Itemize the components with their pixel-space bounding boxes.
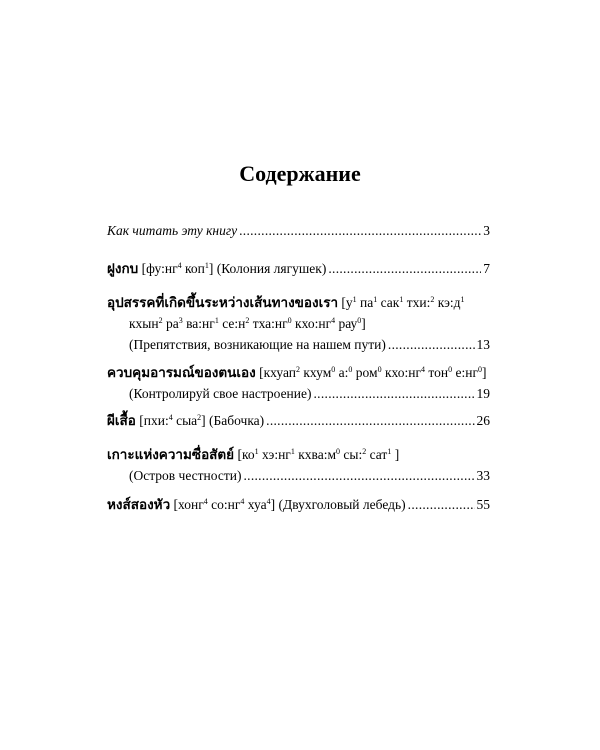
- transliteration: кхын$^2$ $ра^3$ $ва:нг^1$ $се:н^2$ $тха:нг^0$ $кхо:нг^4$ рау$^0$]: [129, 316, 366, 331]
- toc-line: [107, 444, 490, 465]
- thai-title: หงส์สองหัว: [107, 497, 171, 512]
- page-number: 26: [476, 413, 490, 428]
- toc-line: [107, 292, 490, 313]
- dot-leader: [328, 258, 481, 279]
- russian-title: (Двухголовый лебедь): [278, 497, 406, 512]
- toc-line: [107, 258, 490, 279]
- transliteration: [$фу:нг^4$ коп$^1$]: [141, 261, 214, 276]
- transliteration: [кхуап$^2$ кхум$^0$ а:$^0$ ром$^0$ $кхо:нг^4$ тон$^0$ $е:нг^0$]: [259, 365, 487, 380]
- page-title: Содержание: [239, 161, 361, 186]
- page-number: 3: [483, 223, 490, 238]
- dot-leader: [388, 334, 475, 355]
- russian-title: (Бабочка): [209, 413, 265, 428]
- page-number: 7: [483, 261, 490, 276]
- thai-title: ผีเสื้อ: [107, 413, 136, 428]
- thai-title: อุปสรรคที่เกิดขึ้นระหว่างเส้นทางของเรา: [107, 295, 339, 310]
- toc-entry[interactable]: [107, 220, 490, 241]
- entry-title: Как читать эту книгу: [107, 223, 238, 238]
- entry-title: [107, 362, 487, 383]
- toc-line: [107, 313, 490, 334]
- toc-line: [107, 465, 490, 486]
- toc-line: [107, 410, 490, 431]
- dot-leader: [266, 410, 474, 431]
- thai-title: เกาะแห่งความซื่อสัตย์: [107, 447, 235, 462]
- page-number: 55: [476, 497, 490, 512]
- toc-line: [107, 334, 490, 355]
- dot-leader: [408, 494, 475, 515]
- toc-line: [107, 383, 490, 404]
- entry-title: [107, 258, 326, 279]
- entry-title: [107, 494, 406, 515]
- thai-title: ควบคุมอารมณ์ของตนเอง: [107, 365, 256, 380]
- page-number: 33: [476, 468, 490, 483]
- toc-entry[interactable]: [107, 444, 490, 486]
- toc-entry[interactable]: [107, 362, 490, 404]
- russian-title: (Колония лягушек): [216, 261, 327, 276]
- page-number: 19: [476, 386, 490, 401]
- dot-leader: [243, 465, 474, 486]
- page-number: 13: [476, 337, 490, 352]
- entry-title: [107, 444, 399, 465]
- toc-entry[interactable]: [107, 410, 490, 431]
- toc-entry[interactable]: [107, 258, 490, 279]
- dot-leader: [239, 220, 481, 241]
- toc-entry[interactable]: [107, 494, 490, 515]
- thai-title: ฝูงกบ: [107, 261, 139, 276]
- russian-title: (Контролируй свое настроение): [129, 386, 312, 401]
- transliteration: [$ко^1$ $хэ:нг^1$ $кхва:м^0$ сы:$^2$ сат$^1$ ]: [237, 447, 400, 462]
- transliteration: [хонг$^4$ $со:нг^4$ хуа$^4$]: [173, 497, 276, 512]
- dot-leader: [314, 383, 475, 404]
- russian-title: (Остров честности): [129, 468, 242, 483]
- transliteration: [$у^1$ $па^1$ сак$^1$ тхи:$^2$ $кэ:д^1$: [341, 295, 465, 310]
- transliteration: [пхи:$^4$ сыа$^2$]: [139, 413, 206, 428]
- toc-line: [107, 220, 490, 241]
- toc-line: [107, 494, 490, 515]
- entry-title: [107, 410, 264, 431]
- toc-entry[interactable]: [107, 292, 490, 355]
- toc-line: [107, 362, 490, 383]
- entry-title: [107, 292, 465, 313]
- russian-title: (Препятствия, возникающие на нашем пути): [129, 337, 386, 352]
